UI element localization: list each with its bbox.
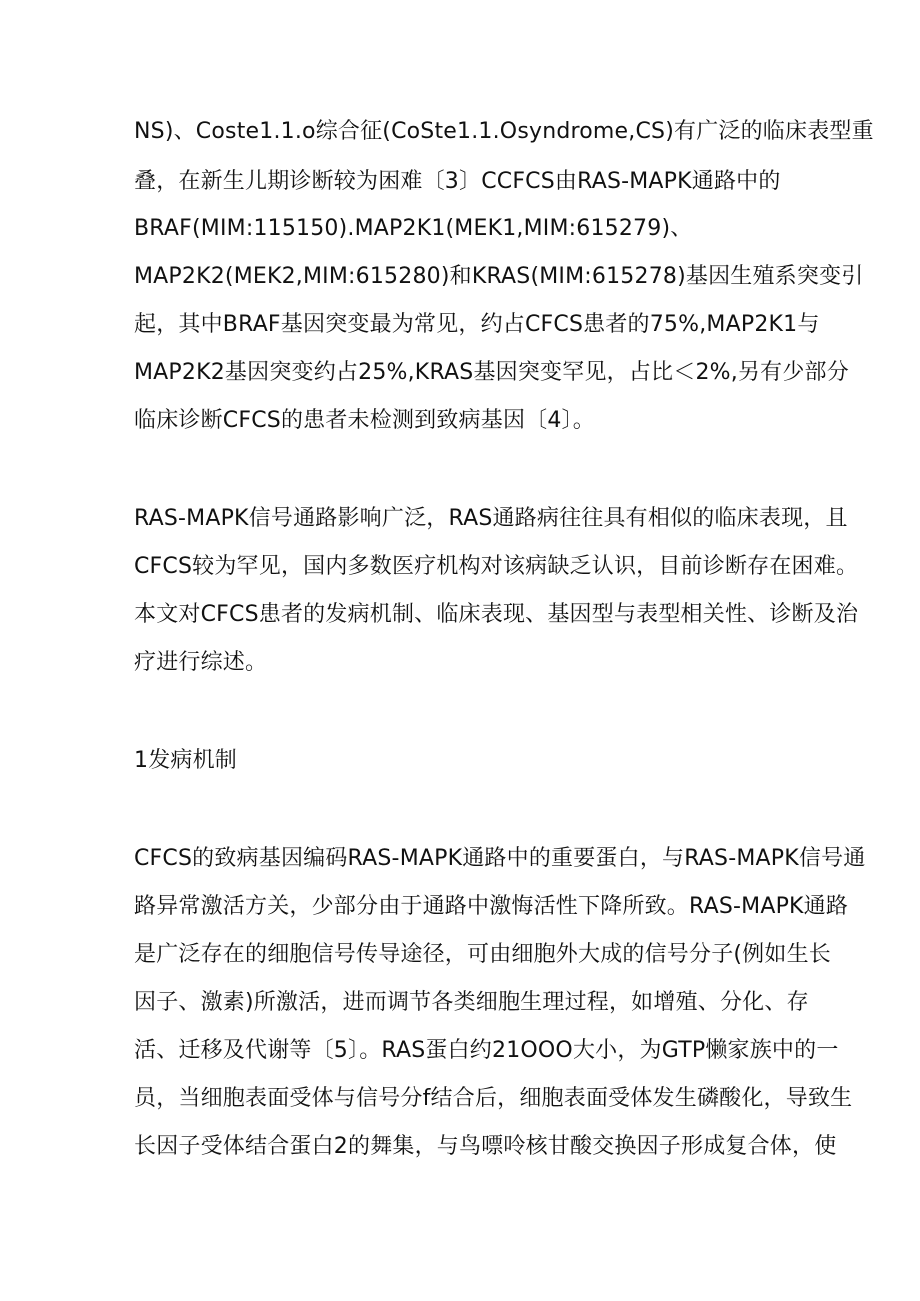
paragraph-1-line-3: BRAF(MIM:115150).MAP2K1(MEK1,MIM:615279)、 <box>134 216 693 241</box>
paragraph-1-line-4: MAP2K2(MEK2,MIM:615280)和KRAS(MIM:615278)基因生殖系突变引 <box>134 264 864 289</box>
paragraph-3-line-1: CFCS的致病基因编码RAS-MAPK通路中的重要蛋白，与RAS-MAPK信号通 <box>134 846 866 871</box>
paragraph-1-line-5: 起，其中BRAF基因突变最为常见，约占CFCS患者的75%,MAP2K1与 <box>134 312 820 337</box>
paragraph-1-line-1: NS)、Coste1.1.o综合征(CoSte1.1.Osyndrome,CS)有广泛的临床表型重 <box>134 119 874 144</box>
paragraph-3-line-7: 长因子受体结合蛋白2的舞集，与鸟嘌呤核甘酸交换因子形成复合体，使 <box>134 1134 837 1159</box>
paragraph-3-line-6: 员，当细胞表面受体与信号分f结合后，细胞表面受体发生磷酸化，导致生 <box>134 1086 853 1111</box>
paragraph-3-line-5: 活、迁移及代谢等〔5〕。RAS蛋白约21OOO大小，为GTP懒家族中的一 <box>134 1038 839 1063</box>
paragraph-1-line-2: 叠，在新生儿期诊断较为困难〔3〕CCFCS由RAS-MAPK通路中的 <box>134 169 781 194</box>
paragraph-2-line-2: CFCS较为罕见，国内多数医疗机构对该病缺乏认识，目前诊断存在困难。 <box>134 554 859 579</box>
paragraph-1-line-6: MAP2K2基因突变约占25%,KRAS基因突变罕见，占比＜2%,另有少部分 <box>134 360 849 385</box>
paragraph-2-line-3: 本文对CFCS患者的发病机制、临床表现、基因型与表型相关性、诊断及治 <box>134 602 859 627</box>
paragraph-1-line-7: 临床诊断CFCS的患者未检测到致病基因〔4〕。 <box>134 408 595 433</box>
paragraph-3-line-4: 因子、激素)所激活，进而调节各类细胞生理过程，如增殖、分化、存 <box>134 990 809 1015</box>
paragraph-2-line-1: RAS-MAPK信号通路影响广泛，RAS通路病往往具有相似的临床表现，且 <box>134 506 848 531</box>
paragraph-3-line-2: 路异常激活方关，少部分由于通路中激悔活性下降所致。RAS-MAPK通路 <box>134 894 849 919</box>
paragraph-2-line-4: 疗进行综述。 <box>134 650 268 675</box>
section-heading: 1发病机制 <box>134 748 237 773</box>
paragraph-3-line-3: 是广泛存在的细胞信号传导途径，可由细胞外大成的信号分子(例如生长 <box>134 942 831 967</box>
